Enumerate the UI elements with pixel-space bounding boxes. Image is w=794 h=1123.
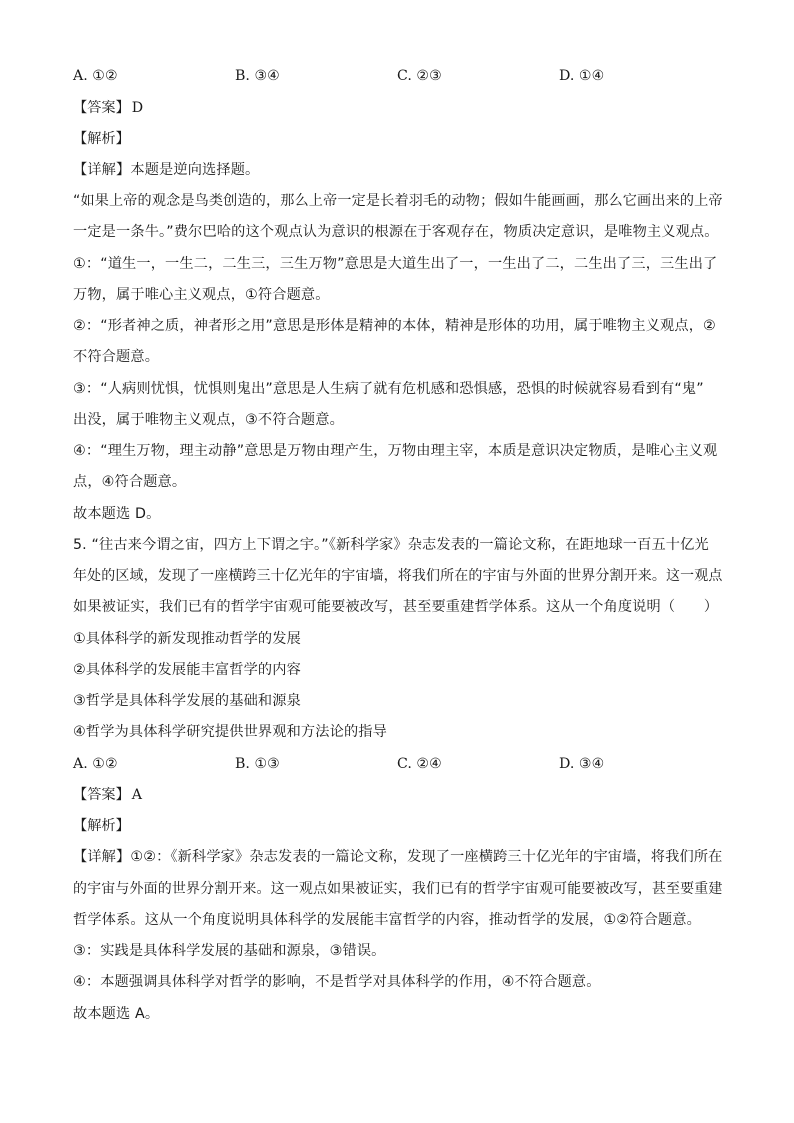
q4-analysis-line: ③：“人病则忧惧，忧惧则鬼出”意思是人生病了就有危机感和恐惧感，恐惧的时候就容易看到有“鬼” xyxy=(73,381,704,397)
q4-analysis-line: ①：“道生一，一生二，二生三，三生万物”意思是大道生出了一，一生出了二，二生出了三，三生出了 xyxy=(73,256,718,272)
q5-option-a: A. ①② xyxy=(73,756,118,772)
q4-analysis-line: 一定是一条牛。”费尔巴哈的这个观点认为意识的根源在于客观存在，物质决定意识，是唯物主义观点。 xyxy=(73,224,719,240)
q4-analysis-line: 【详解】本题是逆向选择题。 xyxy=(73,162,260,178)
q5-analysis-line: 的宇宙与外面的世界分割开来。这一观点如果被证实，我们已有的哲学宇宙观可能要被改写，甚至要重建 xyxy=(73,881,723,897)
q4-analysis-line: ②：“形者神之质，神者形之用”意思是形体是精神的本体，精神是形体的功用，属于唯物主义观点，② xyxy=(73,318,716,334)
q4-analysis-line: 点，④符合题意。 xyxy=(73,474,187,490)
q4-analysis-line: 万物，属于唯心主义观点，①符合题意。 xyxy=(73,287,330,303)
q4-option-c: C. ②③ xyxy=(397,68,442,84)
q4-analysis-tag: 【解析】 xyxy=(73,131,130,147)
q5-stem-line: 如果被证实，我们已有的哲学宇宙观可能要被改写，甚至要重建哲学体系。这从一个角度说明（ ） xyxy=(73,599,719,615)
q5-analysis-line: 【详解】①②：《新科学家》杂志发表的一篇论文称，发现了一座横跨三十亿光年的宇宙墙，将我们所在 xyxy=(73,849,723,865)
q5-answer-tag: 【答案】 xyxy=(73,787,130,803)
q5-item: ①具体科学的新发现推动哲学的发展 xyxy=(73,631,301,647)
q4-answer xyxy=(73,98,143,118)
q4-analysis-line: 不符合题意。 xyxy=(73,349,160,365)
q4-analysis-line: 出没，属于唯物主义观点，③不符合题意。 xyxy=(73,412,344,428)
q5-answer-value: A xyxy=(131,787,143,803)
q4-answer-value: D xyxy=(131,100,144,116)
q4-analysis-line: ④：“理生万物，理主动静”意思是万物由理产生，万物由理主宰，本质是意识决定物质，是唯心主义观 xyxy=(73,443,718,459)
q4-conclusion: 故本题选 D。 xyxy=(73,506,161,522)
q5-conclusion: 故本题选 A。 xyxy=(73,1006,160,1022)
q4-answer-tag: 【答案】 xyxy=(73,100,130,116)
q5-item: ④哲学为具体科学研究提供世界观和方法论的指导 xyxy=(73,724,387,740)
q4-analysis-line: “如果上帝的观念是鸟类创造的，那么上帝一定是长着羽毛的动物；假如牛能画画，那么它画出来的上帝 xyxy=(73,193,723,209)
q5-stem-line: 年处的区域，发现了一座横跨三十亿光年的宇宙墙，将我们所在的宇宙与外面的世界分割开来。这一观点 xyxy=(73,568,723,584)
q4-options xyxy=(73,66,723,86)
q5-options xyxy=(73,754,723,774)
q5-option-d: D. ③④ xyxy=(559,756,605,772)
q4-option-d: D. ①④ xyxy=(559,68,605,84)
q5-item: ②具体科学的发展能丰富哲学的内容 xyxy=(73,662,301,678)
q4-option-a: A. ①② xyxy=(73,68,118,84)
q5-analysis-line: 哲学体系。这从一个角度说明具体科学的发展能丰富哲学的内容，推动哲学的发展，①②符合题意。 xyxy=(73,912,701,928)
q5-analysis-line: ④：本题强调具体科学对哲学的影响，不是哲学对具体科学的作用，④不符合题意。 xyxy=(73,974,601,990)
q4-option-b: B. ③④ xyxy=(235,68,280,84)
q5-stem-line: 5. “往古来今谓之宙，四方上下谓之宇。”《新科学家》杂志发表的一篇论文称，在距地球一百五十亿光 xyxy=(73,537,709,553)
q5-option-c: C. ②④ xyxy=(397,756,442,772)
q5-item: ③哲学是具体科学发展的基础和源泉 xyxy=(73,693,301,709)
q5-option-b: B. ①③ xyxy=(235,756,280,772)
q5-analysis-tag: 【解析】 xyxy=(73,818,130,834)
q5-analysis-line: ③：实践是具体科学发展的基础和源泉，③错误。 xyxy=(73,943,386,959)
q5-answer xyxy=(73,785,142,805)
